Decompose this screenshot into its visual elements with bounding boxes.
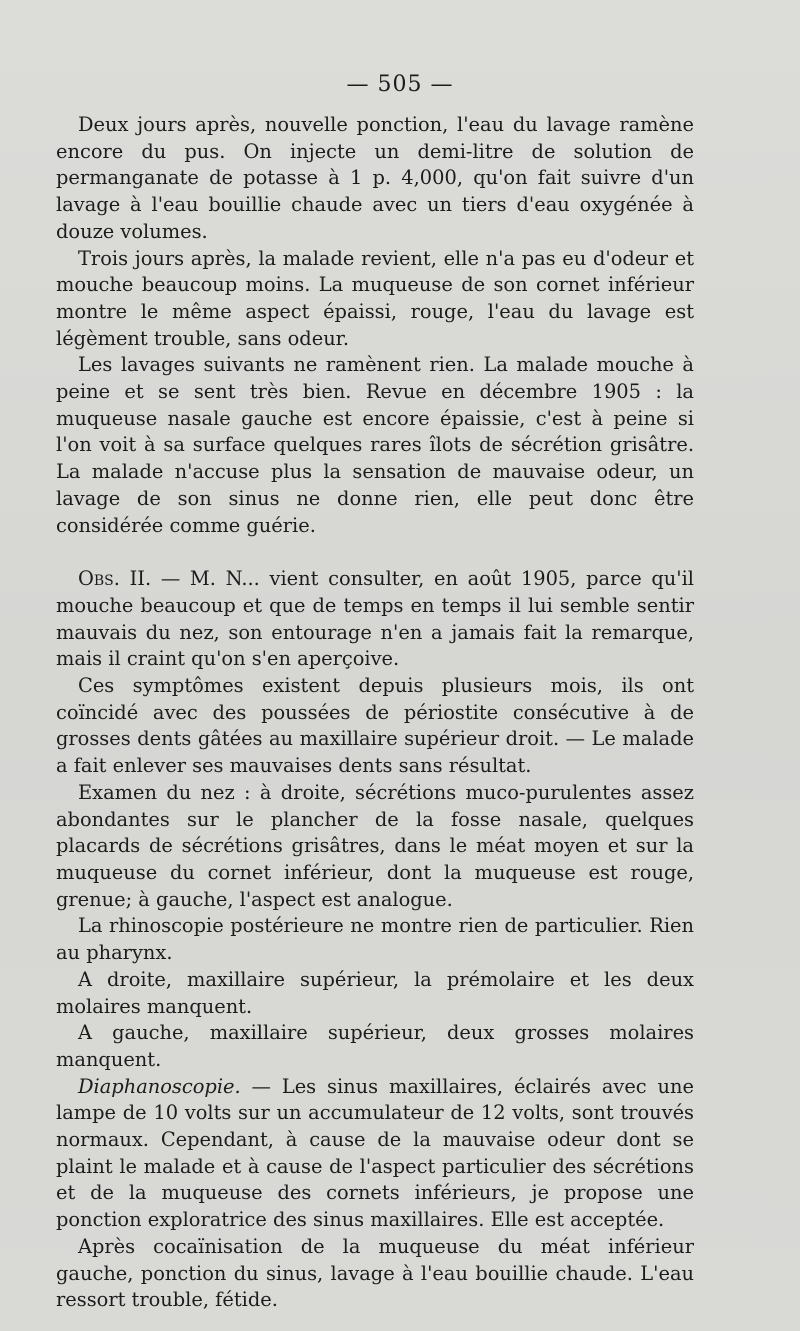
observation-text: — M. N... vient consulter, en août 1905, parce qu'il mouche beaucoup et que de temps en temps il lui semble sentir mauvais du nez, son entourage n'en a jamais fait la remarque, mais il craint qu'on s'en aperçoive.	[56, 567, 694, 671]
observation-label: Obs. II.	[78, 567, 152, 591]
paragraph: Après cocaïnisation de la muqueuse du méat inférieur gauche, ponction du sinus, lavage à l'eau bouillie chaude. L'eau ressort trouble, fétide.	[56, 1234, 694, 1312]
body-text	[56, 112, 694, 1314]
diaphanoscopie-paragraph	[56, 1074, 694, 1234]
diaphanoscopie-text: — Les sinus maxillaires, éclairés avec une lampe de 10 volts sur un accumulateur de 12 volts, sont trouvés normaux. Cependant, à cause de la mauvaise odeur dont se plaint le malade et à cause de l'aspect particulier des sécrétions et de la muqueuse des cornets inférieurs, je propose une ponction exploratrice des sinus maxillaires. Elle est acceptée.	[56, 1074, 694, 1232]
paragraph: Examen du nez : à droite, sécrétions muco-purulentes assez abondantes sur le plancher de la fosse nasale, quelques placards de sécrétions grisâtres, dans le méat moyen et sur la muqueuse du cornet inférieur, dont la muqueuse est rouge, grenue; à gauche, l'aspect est analogue.	[56, 780, 694, 911]
paragraph: A gauche, maxillaire supérieur, deux grosses molaires manquent.	[56, 1021, 694, 1071]
paragraph: A droite, maxillaire supérieur, la prémolaire et les deux molaires manquent.	[56, 967, 694, 1018]
paragraph: Ces symptômes existent depuis plusieurs mois, ils ont coïncidé avec des poussées de périostite consécutive à de grosses dents gâtées au maxillaire supérieur droit. — Le malade a fait enlever ses mauvaises dents sans résultat.	[56, 674, 694, 778]
paragraph: Les lavages suivants ne ramènent rien. La malade mouche à peine et se sent très bien. Revue en décembre 1905 : la muqueuse nasale gauche est encore épaissie, c'est à peine si l'on voit à sa surface quelques rares îlots de sécrétion grisâtre. La malade n'accuse plus la sensation de mauvaise odeur, un lavage de son sinus ne donne rien, elle peut donc être considérée comme guérie.	[56, 353, 694, 537]
paragraph: Trois jours après, la malade revient, elle n'a pas eu d'odeur et mouche beaucoup moins. La muqueuse de son cornet inférieur montre le même aspect épaissi, rouge, l'eau du lavage est légèment trouble, sans odeur.	[56, 246, 694, 350]
page-number: — 505 —	[346, 72, 454, 97]
diaphanoscopie-label: Diaphanoscopie.	[78, 1074, 241, 1098]
paragraph: Deux jours après, nouvelle ponction, l'eau du lavage ramène encore du pus. On injecte un demi-litre de solution de permanganate de potasse à 1 p. 4,000, qu'on fait suivre d'un lavage à l'eau bouillie chaude avec un tiers d'eau oxygénée à douze volumes.	[56, 113, 694, 243]
paragraph: La rhinoscopie postérieure ne montre rien de particulier. Rien au pharynx.	[56, 914, 694, 965]
observation-paragraph	[56, 566, 694, 673]
